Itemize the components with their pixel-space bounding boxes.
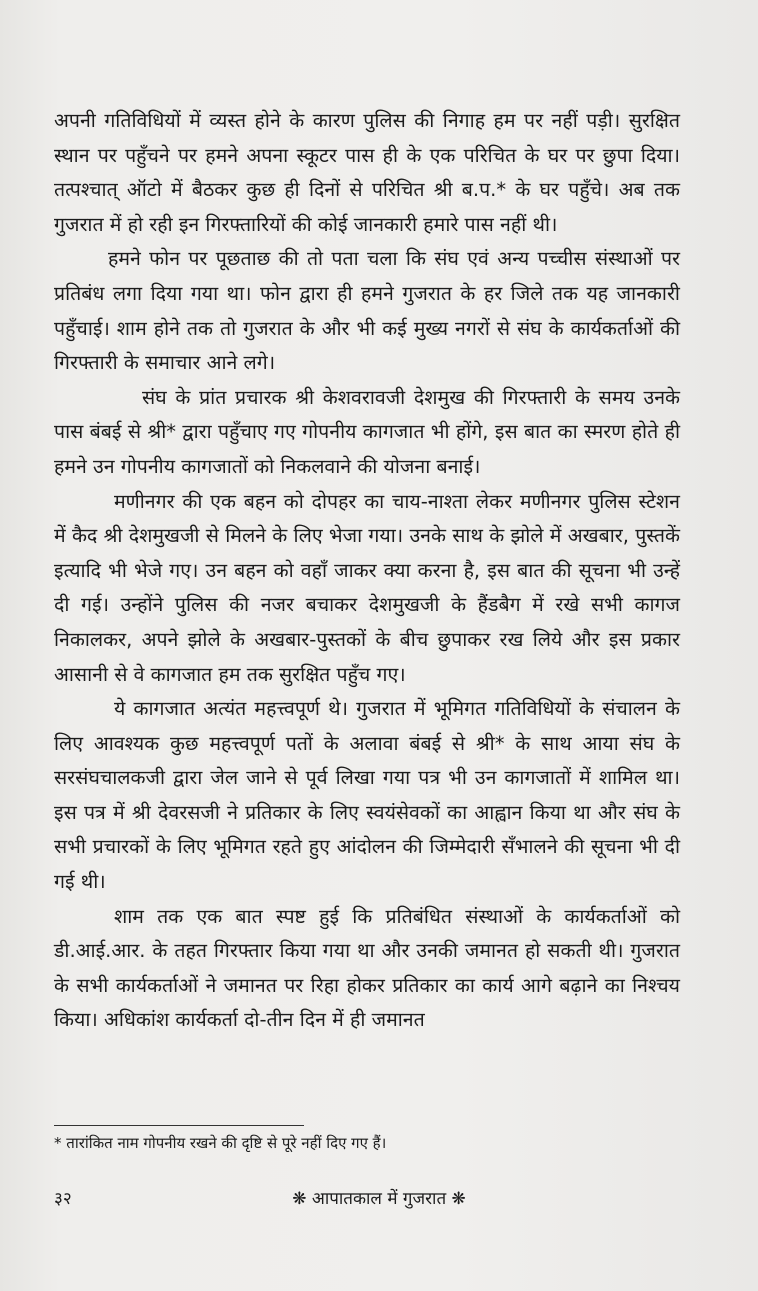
page-footer [0,1186,758,1216]
running-title: ❋ आपातकाल में गुजरात ❋ [292,1189,466,1209]
footnote-divider [54,1125,304,1126]
footnote: * तारांकित नाम गोपनीय रखने की दृष्टि से पूरे नहीं दिए गए हैं। [54,1134,387,1152]
paragraph-3: संघ के प्रांत प्रचारक श्री केशवरावजी देशमुख की गिरफ्तारी के समय उनके पास बंबई से श्री* द्वारा पहुँचाए गए गोपनीय कागजात भी होंगे, इस बात का स्मरण होते ही हमने उन गोपनीय कागजातों को निकलवाने की योजना बनाई। [54,385,680,478]
paragraph-6: शाम तक एक बात स्पष्ट हुई कि प्रतिबंधित संस्थाओं के कार्यकर्ताओं को डी.आई.आर. के तहत गिरफ्तार किया गया था और उनकी जमानत हो सकती थी। गुजरात के सभी कार्यकर्ताओं ने जमानत पर रिहा होकर प्रतिकार का कार्य आगे बढ़ाने का निश्चय किया। अधिकांश कार्यकर्ता दो-तीन दिन में ही जमानत [54,904,680,1032]
page-number: ३२ [54,1189,72,1209]
paragraph-1: अपनी गतिविधियों में व्यस्त होने के कारण पुलिस की निगाह हम पर नहीं पड़ी। सुरक्षित स्थान पर पहुँचने पर हमने अपना स्कूटर पास ही के एक परिचित के घर पर छुपा दिया। तत्पश्चात् ऑटो में बैठकर कुछ ही दिनों से परिचित श्री ब.प.* के घर पहुँचे। अब तक गुजरात में हो रही इन गिरफ्तारियों की कोई जानकारी हमारे पास नहीं थी। [54,109,680,236]
body-text [54,104,680,1038]
paragraph-5: ये कागजात अत्यंत महत्त्वपूर्ण थे। गुजरात में भूमिगत गतिविधियों के संचालन के लिए आवश्यक कुछ महत्त्वपूर्ण पतों के अलावा बंबई से श्री* के साथ आया संघ के सरसंघचालकजी द्वारा जेल जाने से पूर्व लिखा गया पत्र भी उन कागजातों में शामिल था। इस पत्र में श्री देवरसजी ने प्रतिकार के लिए स्वयंसेवकों का आह्वान किया था और संघ के सभी प्रचारकों के लिए भूमिगत रहते हुए आंदोलन की जिम्मेदारी सँभालने की सूचना भी दी गई थी। [54,697,680,894]
paragraph-2: हमने फोन पर पूछताछ की तो पता चला कि संघ एवं अन्य पच्चीस संस्थाओं पर प्रतिबंध लगा दिया गया था। फोन द्वारा ही हमने गुजरात के हर जिले तक यह जानकारी पहुँचाई। शाम होने तक तो गुजरात के और भी कई मुख्य नगरों से संघ के कार्यकर्ताओं की गिरफ्तारी के समाचार आने लगे। [54,247,680,375]
paragraph-4: मणीनगर की एक बहन को दोपहर का चाय-नाश्ता लेकर मणीनगर पुलिस स्टेशन में कैद श्री देशमुखजी से मिलने के लिए भेजा गया। उनके साथ के झोले में अखबार, पुस्तकें इत्यादि भी भेजे गए। उन बहन को वहाँ जाकर क्या करना है, इस बात की सूचना भी उन्हें दी गई। उन्होंने पुलिस की नजर बचाकर देशमुखजी के हैंडबैग में रखे सभी कागज निकालकर, अपने झोले के अखबार-पुस्तकों के बीच छुपाकर रख लिये और इस प्रकार आसानी से वे कागजात हम तक सुरक्षित पहुँच गए। [54,489,680,686]
